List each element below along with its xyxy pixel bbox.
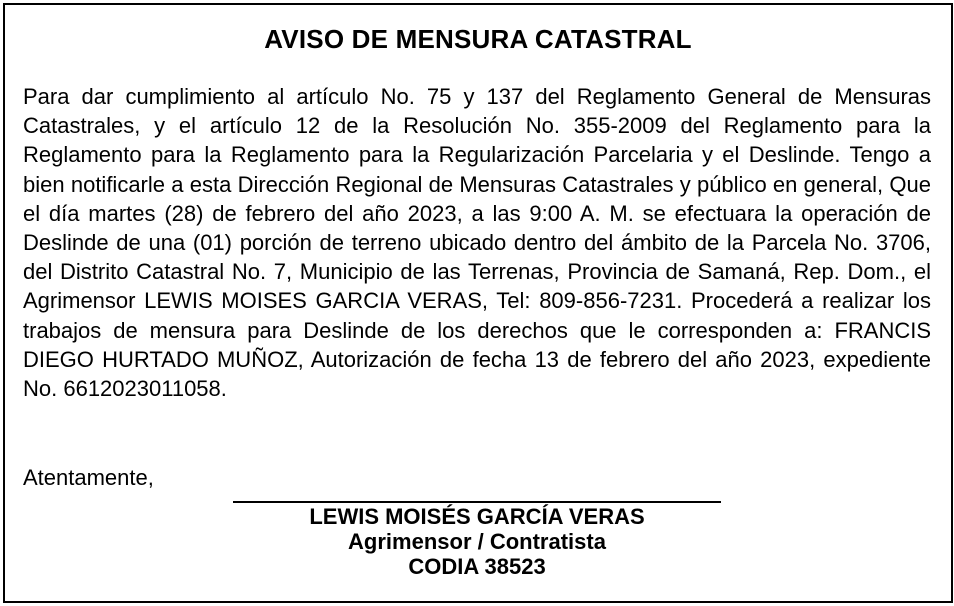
- signature-block: [232, 501, 722, 579]
- signatory-role: Agrimensor / Contratista: [348, 529, 606, 554]
- notice-body: Para dar cumplimiento al artículo No. 75 y 137 del Reglamento General de Mensuras Catastrales, y el artículo 12 de la Resolución No. 355-2009 del Reglamento para la Reglamento para la Reglamento para la Regularización Parcelaria y el Deslinde. Tengo a bien notificarle a esta Dirección Regional de Mensuras Catastrales y público en general, Que el día martes (28) de febrero del año 2023, a las 9:00 A. M. se efectuara la operación de Deslinde de una (01) porción de terreno ubicado dentro del ámbito de la Parcela No. 3706, del Distrito Catastral No. 7, Municipio de las Terrenas, Provincia de Samaná, Rep. Dom., el Agrimensor LEWIS MOISES GARCIA VERAS, Tel: 809-856-7231. Procederá a realizar los trabajos de mensura para Deslinde de los derechos que le corresponden a: FRANCIS DIEGO HURTADO MUÑOZ, Autorización de fecha 13 de febrero del año 2023, expediente No. 6612023011058.: [23, 84, 931, 402]
- signature-line: [233, 501, 721, 503]
- notice-box: [3, 3, 953, 603]
- closing-salutation: Atentamente,: [23, 465, 154, 490]
- signatory-license: CODIA 38523: [408, 554, 546, 579]
- signatory-name: LEWIS MOISÉS GARCÍA VERAS: [309, 504, 645, 529]
- notice-title: AVISO DE MENSURA CATASTRAL: [264, 24, 692, 54]
